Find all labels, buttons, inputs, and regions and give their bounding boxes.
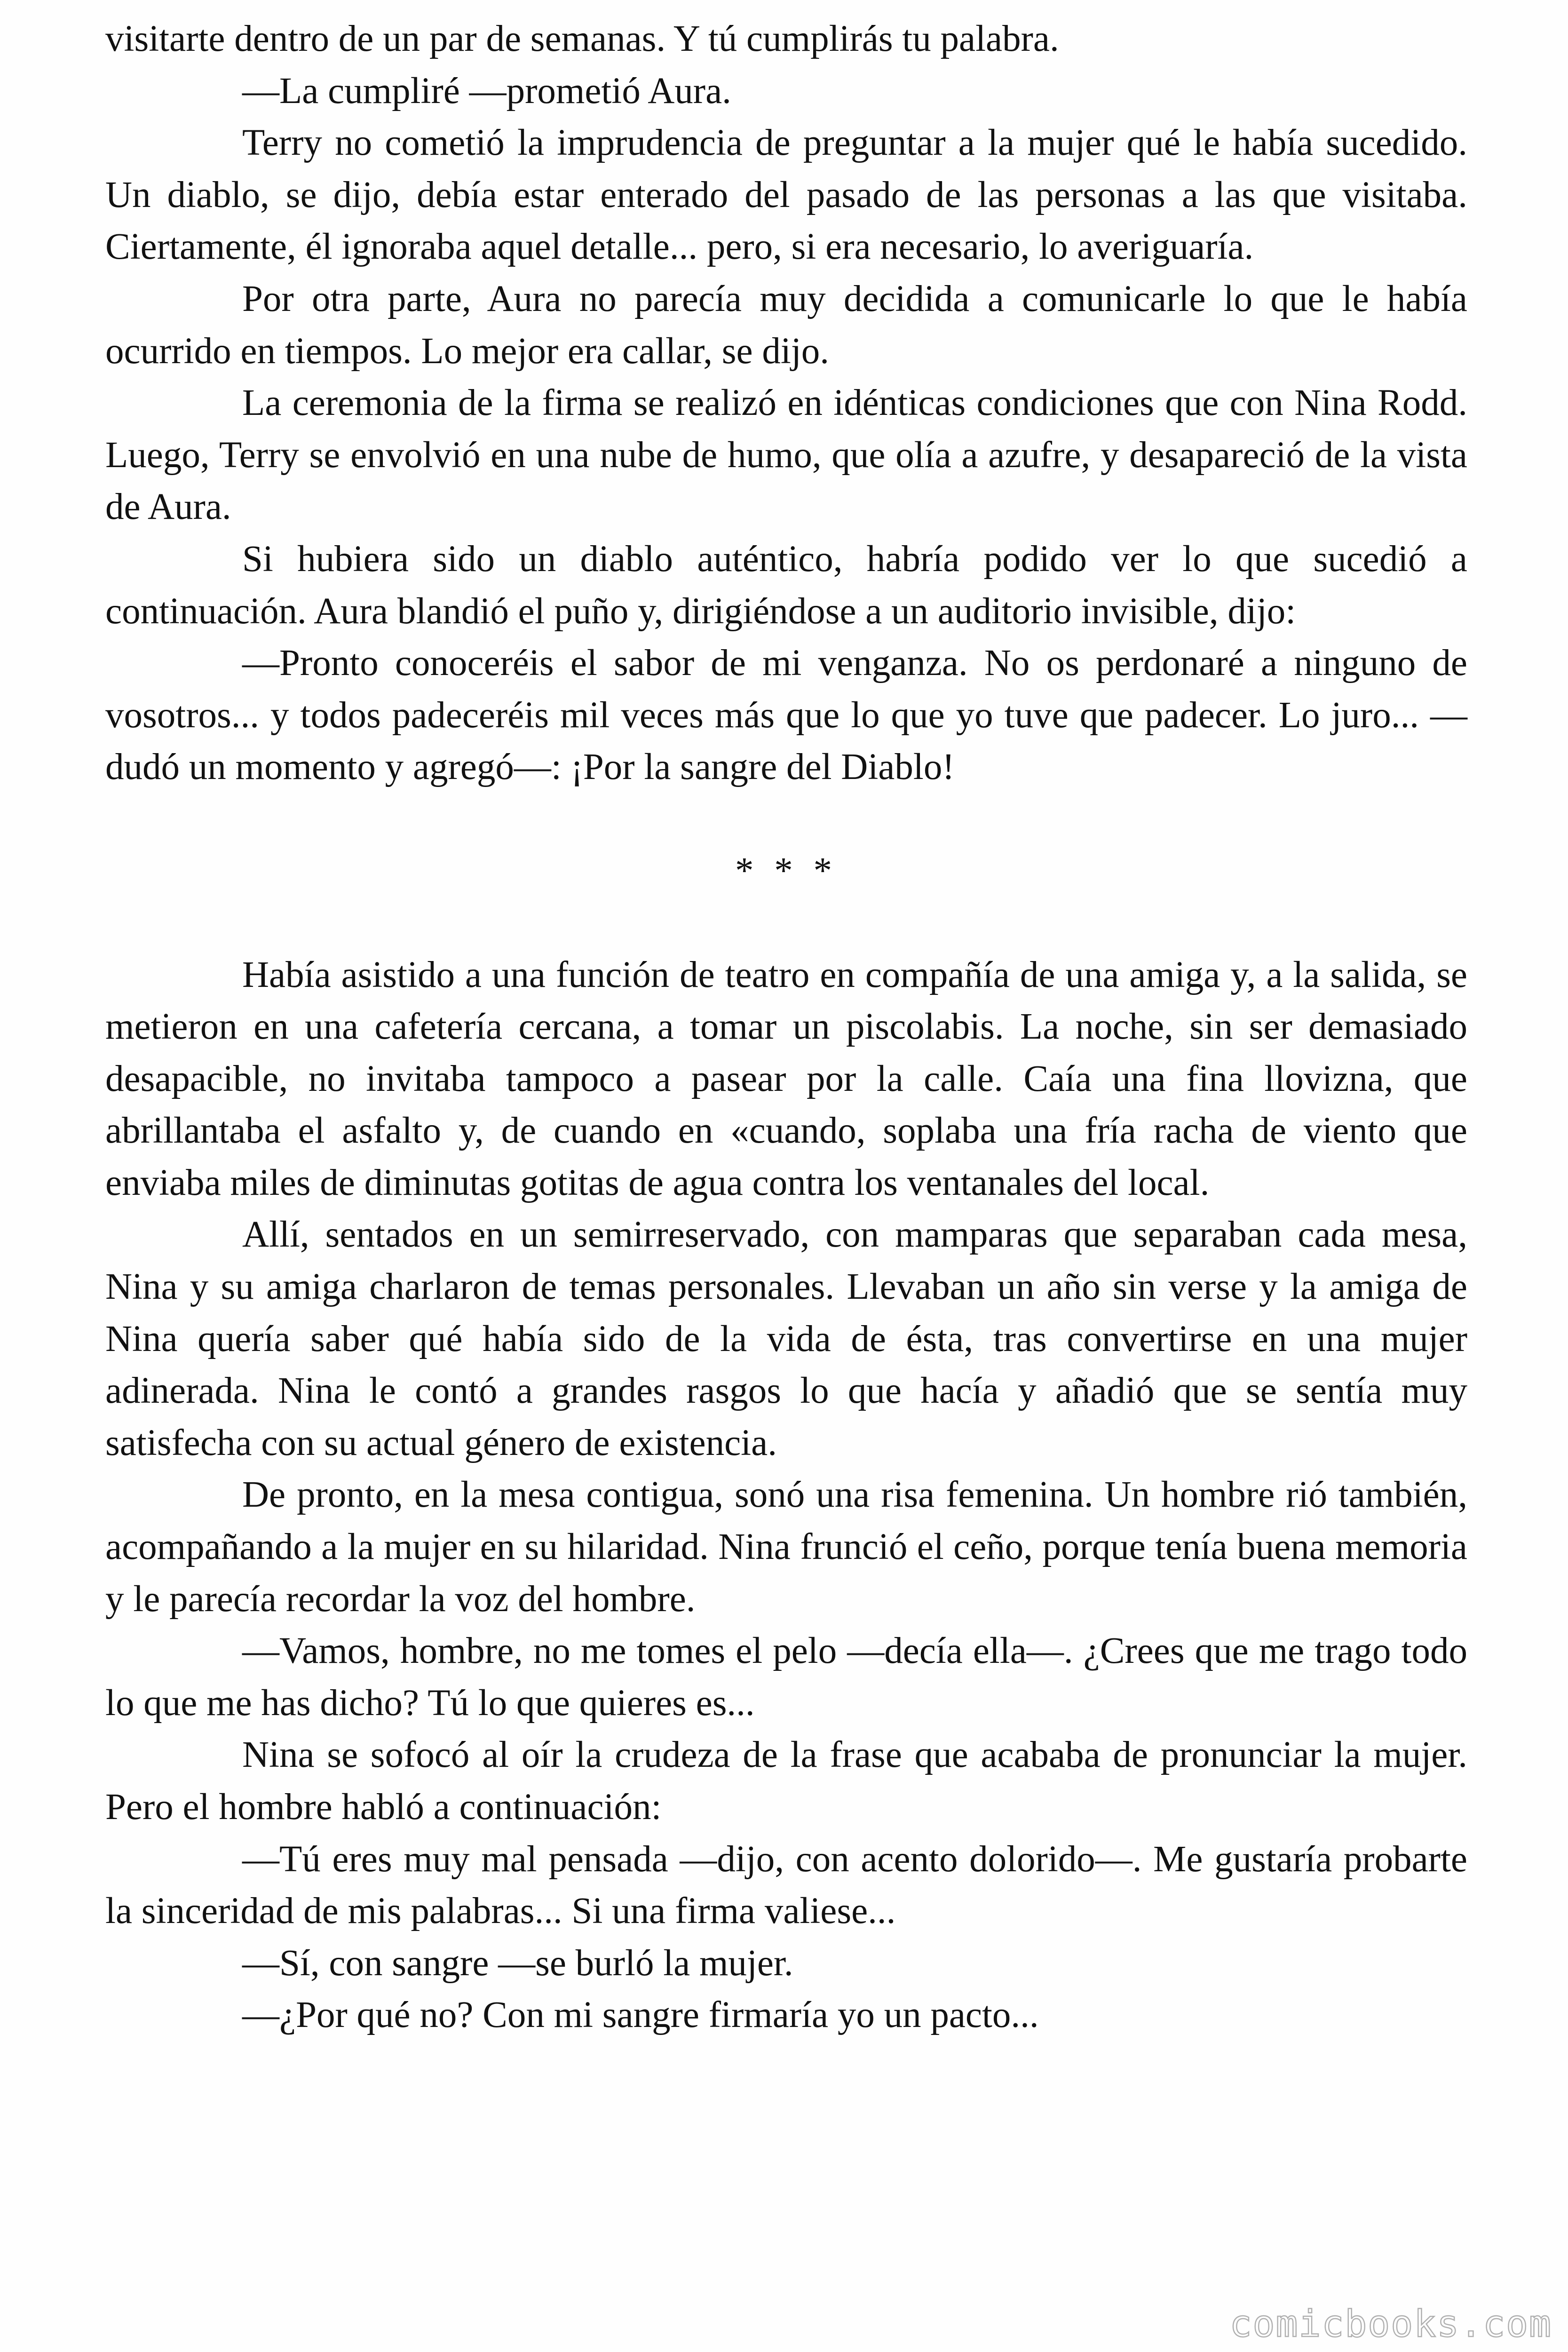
section-separator: * * * (735, 850, 838, 891)
paragraph: Allí, sentados en un semirreservado, con mamparas que separaban cada mesa, Nina y su amiga charlaron de temas personales. Llevaban un año sin verse y la amiga de Nina quería saber qué había sido de la vida de ésta, tras convertirse en una mujer adinerada. Nina le contó a grandes rasgos lo que hacía y añadió que se sentía muy satisfecha con su actual género de existencia. (105, 1214, 1467, 1463)
paragraph: Nina se sofocó al oír la crudeza de la frase que acababa de pronunciar la mujer. Pero el hombre habló a continuación: (105, 1734, 1467, 1828)
paragraph: De pronto, en la mesa contigua, sonó una risa femenina. Un hombre rió también, acompañando a la mujer en su hilaridad. Nina frunció el ceño, porque tenía buena memoria y le parecía recordar la voz del hombre. (105, 1474, 1467, 1620)
paragraph: Había asistido a una función de teatro en compañía de una amiga y, a la salida, se metieron en una cafetería cercana, a tomar un piscolabis. La noche, sin ser demasiado desapacible, no invitaba tampoco a pasear por la calle. Caía una fina llovizna, que abrillantaba el asfalto y, de cuando en «cuando, soplaba una fría racha de viento que enviaba miles de diminutas gotitas de agua contra los ventanales del local. (105, 954, 1467, 1203)
paragraph: —¿Por qué no? Con mi sangre firmaría yo un pacto... (242, 1994, 1039, 2036)
paragraph-continued: visitarte dentro de un par de semanas. Y tú cumplirás tu palabra. (105, 18, 1059, 59)
paragraph: La ceremonia de la firma se realizó en idénticas condiciones que con Nina Rodd. Luego, Terry se envolvió en una nube de humo, que olía a azufre, y desapareció de la vista de Aura. (105, 382, 1467, 528)
paragraph: Terry no cometió la imprudencia de preguntar a la mujer qué le había sucedido. Un diablo, se dijo, debía estar enterado del pasado de las personas a las que visitaba. Ciertamente, él ignoraba aquel detalle... pero, si era necesario, lo averiguaría. (105, 122, 1467, 268)
paragraph: Por otra parte, Aura no parecía muy decidida a comunicarle lo que le había ocurrido en tiempos. Lo mejor era callar, se dijo. (105, 278, 1467, 372)
page-text (105, 13, 1467, 2042)
paragraph: —Pronto conoceréis el sabor de mi venganza. No os perdonaré a ninguno de vosotros... y todos padeceréis mil veces más que lo que yo tuve que padecer. Lo juro... —dudó un momento y agregó—: ¡Por la sangre del Diablo! (105, 643, 1467, 788)
paragraph: —Vamos, hombre, no me tomes el pelo —decía ella—. ¿Crees que me trago todo lo que me has dicho? Tú lo que quieres es... (105, 1630, 1467, 1724)
paragraph: —Tú eres muy mal pensada —dijo, con acento dolorido—. Me gustaría probarte la sinceridad de mis palabras... Si una firma valiese... (105, 1838, 1467, 1932)
paragraph: —La cumpliré —prometió Aura. (242, 70, 731, 111)
paragraph: —Sí, con sangre —se burló la mujer. (242, 1942, 793, 1984)
paragraph: Si hubiera sido un diablo auténtico, habría podido ver lo que sucedió a continuación. Aura blandió el puño y, dirigiéndose a un auditorio invisible, dijo: (105, 538, 1467, 632)
watermark: comicbooks.com (1229, 2303, 1552, 2345)
